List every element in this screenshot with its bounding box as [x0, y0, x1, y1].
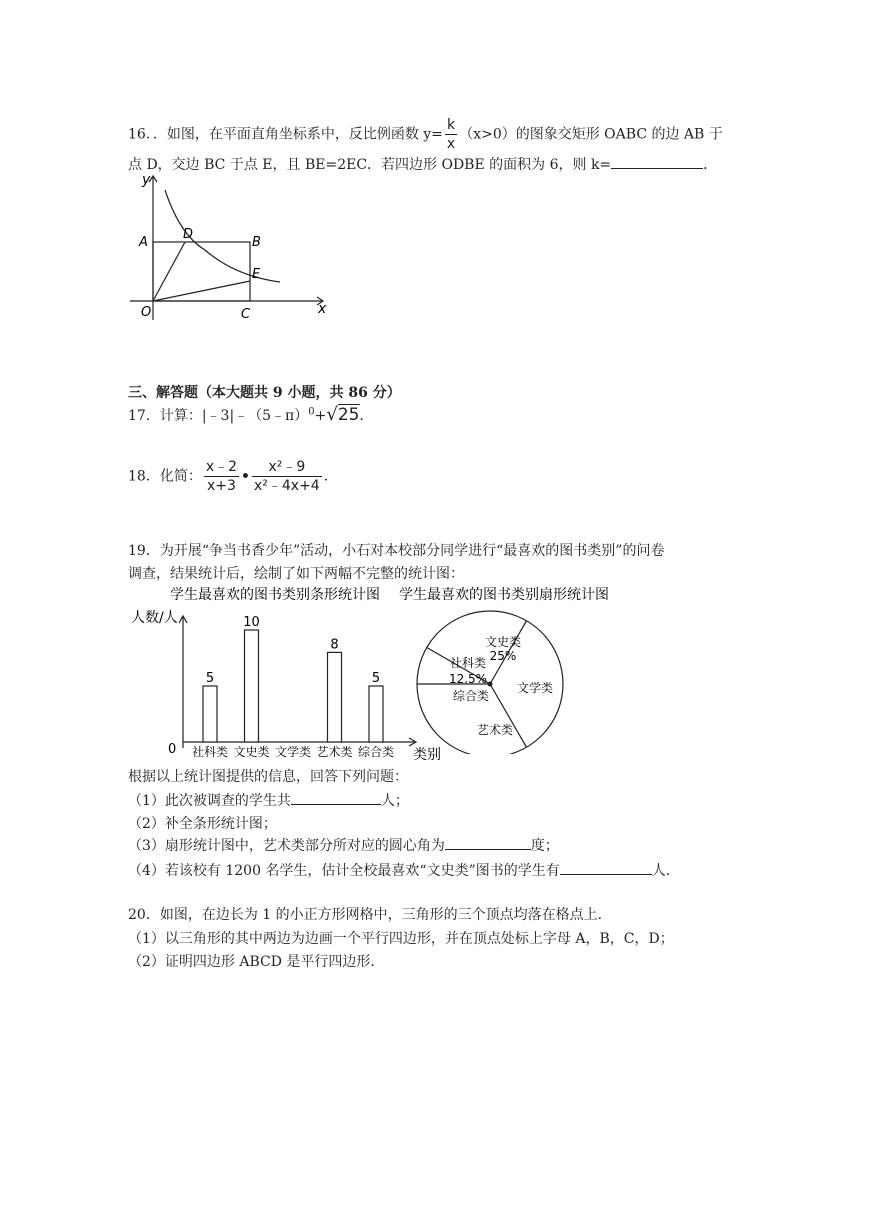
q16-end: ．	[703, 157, 718, 173]
bar-category-label: 社科类	[191, 745, 229, 759]
q19-sub4	[128, 860, 680, 880]
q16-frac-num: k	[445, 116, 457, 135]
bar-category-label: 艺术类	[316, 745, 353, 759]
section-title: 三、解答题（本大题共 9 小题，共 86 分）	[128, 385, 401, 401]
q17-text: 17．计算：|﹣3|﹣（5﹣π）	[128, 408, 309, 424]
label-o: O	[141, 305, 152, 320]
pie-chart	[395, 584, 625, 754]
bar-category-label: 文史类	[233, 745, 270, 759]
q19-sub1-text: （1）此次被调查的学生共	[128, 793, 291, 809]
pie-chart-title: 学生最喜欢的图书类别扇形统计图	[399, 587, 609, 603]
q19-sub3-unit: 度；	[530, 838, 559, 854]
q16-text-line2: 点 D，交边 BC 于点 E，且 BE=2EC．若四边形 ODBE 的面积为 6，则 k=	[128, 157, 612, 173]
bar	[369, 686, 383, 742]
q19-sub3	[128, 835, 559, 855]
pie-slice-percent: 25%	[489, 649, 517, 663]
q18-den1: x+3	[206, 478, 236, 494]
q20-line3: （2）证明四边形 ABCD 是平行四边形．	[128, 954, 385, 970]
q19-sub3-text: （3）扇形统计图中，艺术类部分所对应的圆心角为	[128, 838, 445, 854]
q18-dot: •	[241, 468, 250, 485]
q17-line	[128, 404, 374, 425]
bar-chart-ylabel: 人数/人	[131, 610, 178, 626]
sqrt-icon: √	[326, 404, 338, 425]
q17-sqrt-value: 25	[337, 405, 360, 425]
q17-end: ．	[359, 408, 374, 424]
label-x: x	[318, 301, 327, 317]
bar-category-label: 文学类	[274, 745, 312, 759]
label-y: y	[142, 172, 151, 188]
q19-sub4-text: （4）若该校有 1200 名学生，估计全校最喜欢“文史类”图书的学生有	[128, 863, 560, 879]
q16-text-part2: （x>0）的图象交矩形 OABC 的边 AB 于	[459, 126, 723, 143]
q16-figure	[125, 170, 335, 325]
label-b: B	[252, 235, 261, 250]
pie-center	[488, 682, 493, 687]
q19-sub4-unit: 人．	[651, 863, 680, 879]
pie-slice-percent: 12.5%	[448, 672, 488, 686]
pie-slice-label: 文史类	[484, 635, 522, 649]
q20-line1: 20．如图，在边长为 1 的小正方形网格中，三角形的三个顶点均落在格点上．	[128, 907, 612, 923]
label-a: A	[139, 235, 148, 250]
bar	[328, 652, 342, 742]
q19-line2: 调查，结果统计后，绘制了如下两幅不完整的统计图：	[128, 566, 464, 582]
q18-prefix: 18．化简：	[128, 468, 202, 485]
bar	[245, 630, 259, 742]
q18-end: ．	[323, 468, 338, 485]
q16-text-part1: 16．．如图，在平面直角坐标系中，反比例函数 y=	[128, 126, 443, 143]
pie-slice-label: 艺术类	[476, 723, 514, 737]
bar-chart-xlabel: 类别	[413, 747, 441, 763]
q16-fraction	[445, 116, 457, 153]
bar-value-label: 5	[205, 671, 215, 686]
q20-line2: （1）以三角形的其中两边为边画一个平行四边形，并在顶点处标上字母 A，B，C，D；	[128, 931, 674, 947]
label-e: E	[252, 267, 261, 282]
q19-sub1	[128, 790, 409, 810]
q19-sub1-blank[interactable]	[291, 790, 381, 805]
q19-after: 根据以上统计图提供的信息，回答下列问题：	[128, 769, 408, 785]
bar-value-label: 10	[243, 615, 260, 630]
q19-sub1-unit: 人；	[380, 793, 409, 809]
pie-slice-label: 社科类	[449, 656, 487, 670]
bar-category-label: 综合类	[357, 745, 395, 759]
bar-chart-title: 学生最喜欢的图书类别条形统计图	[170, 587, 380, 603]
label-d: D	[183, 227, 194, 242]
bar-chart-origin: 0	[168, 742, 177, 757]
segment-oe	[153, 281, 250, 301]
q18-fraction-2	[252, 458, 322, 495]
rectangle-oabc	[153, 242, 250, 301]
label-c: C	[241, 307, 251, 322]
pie-slice-label: 综合类	[452, 689, 490, 703]
segment-od	[153, 242, 185, 301]
q17-plus: +	[314, 408, 327, 424]
q16-answer-blank[interactable]	[611, 154, 703, 169]
q16-frac-den: x	[446, 136, 456, 152]
q17-sup: 0	[308, 406, 315, 418]
q19-sub4-blank[interactable]	[560, 860, 652, 875]
pie-slice-label: 文学类	[516, 681, 554, 695]
q19-sub3-blank[interactable]	[445, 835, 531, 850]
q19-line1: 19．为开展“争当书香少年”活动，小石对本校部分同学进行“最喜欢的图书类别”的问卷	[128, 543, 665, 559]
q16-line1	[128, 116, 723, 153]
q18-fraction-1	[204, 458, 239, 495]
q18-num2: x²﹣9	[252, 458, 322, 477]
bar-value-label: 8	[330, 637, 339, 653]
q18-line	[128, 458, 338, 495]
q18-den2: x²﹣4x+4	[253, 478, 320, 494]
q19-sub2: （2）补全条形统计图；	[128, 816, 277, 832]
bar-value-label: 5	[371, 671, 381, 686]
q18-num1: x﹣2	[205, 459, 238, 475]
bar	[203, 686, 217, 742]
